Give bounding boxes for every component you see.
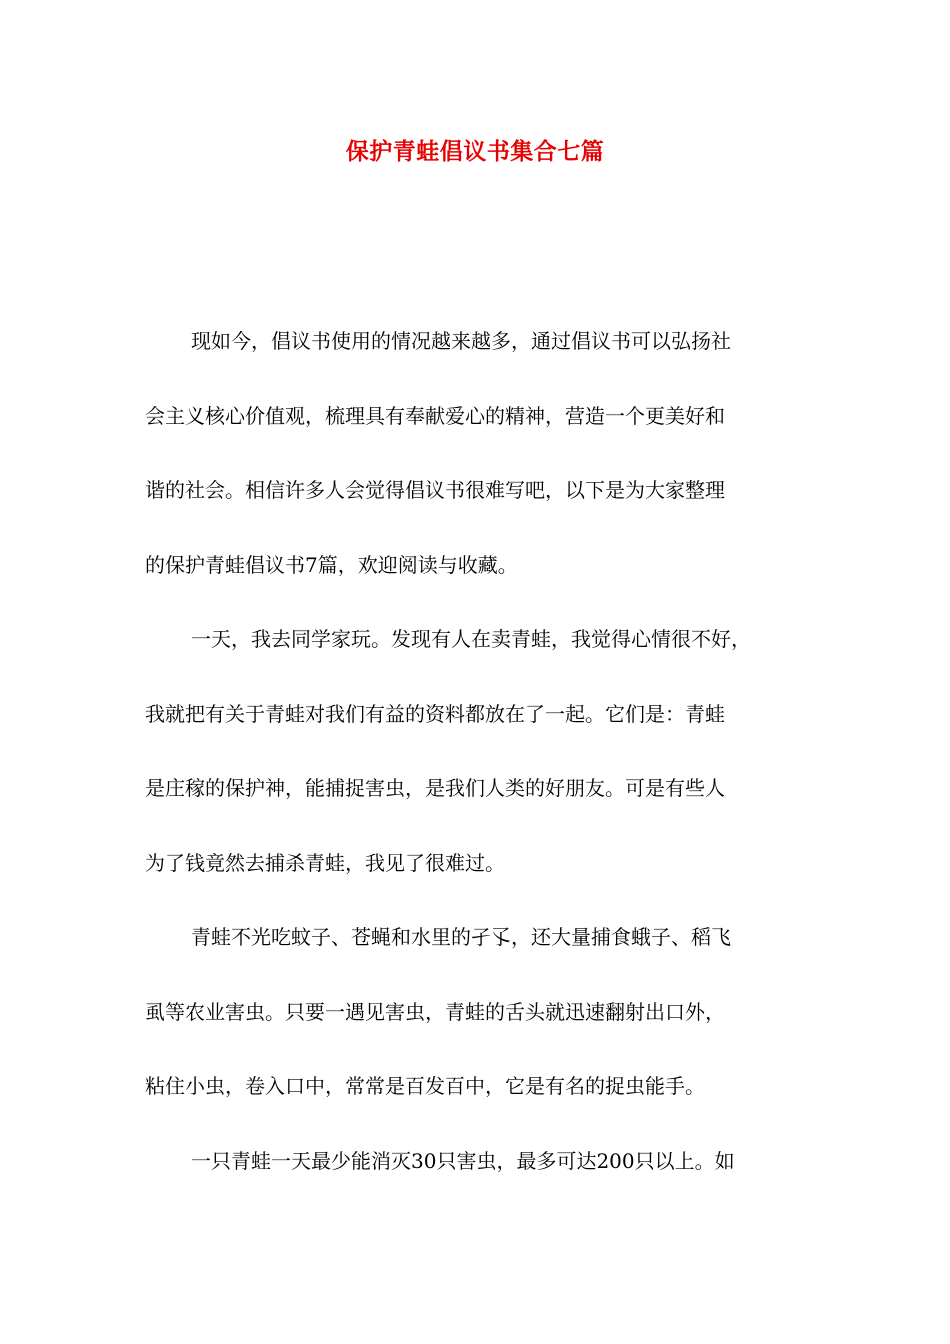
- paragraph-3-line-2: 虱等农业害虫。只要一遇见害虫，青蛙的舌头就迅速翻射出口外，: [145, 999, 725, 1024]
- document-body: [145, 322, 821, 1216]
- paragraph-2-line-3: 是庄稼的保护神，能捕捉害虫，是我们人类的好朋友。可是有些人: [145, 776, 725, 800]
- document-title: 保护青蛙倡议书集合七篇: [345, 139, 605, 165]
- paragraph-2-line-1: 一天，我去同学家玩。发现有人在卖青蛙，我觉得心情很不好，: [191, 627, 751, 651]
- paragraph-3-line-3: 粘住小虫，卷入口中，常常是百发百中，它是有名的捉虫能手。: [145, 1074, 705, 1098]
- paragraph-2-line-2: 我就把有关于青蛙对我们有益的资料都放在了一起。它们是：青蛙: [145, 701, 725, 726]
- paragraph-2-line-4: 为了钱竟然去捕杀青蛙，我见了很难过。: [145, 850, 505, 875]
- paragraph-1-line-4: 的保护青蛙倡议书7篇，欢迎阅读与收藏。: [145, 552, 518, 577]
- paragraph-1-line-1: 现如今，倡议书使用的情况越来越多，通过倡议书可以弘扬社: [191, 329, 731, 353]
- paragraph-1-line-2: 会主义核心价值观，梳理具有奉献爱心的精神，营造一个更美好和: [145, 403, 725, 428]
- paragraph-1-line-3: 谐的社会。相信许多人会觉得倡议书很难写吧，以下是为大家整理: [145, 478, 725, 502]
- paragraph-3-line-1: 青蛙不光吃蚊子、苍蝇和水里的孑孓，还大量捕食蛾子、稻飞: [191, 925, 731, 949]
- paragraph-4-line-1: 一只青蛙一天最少能消灭30只害虫，最多可达200只以上。如: [191, 1148, 735, 1173]
